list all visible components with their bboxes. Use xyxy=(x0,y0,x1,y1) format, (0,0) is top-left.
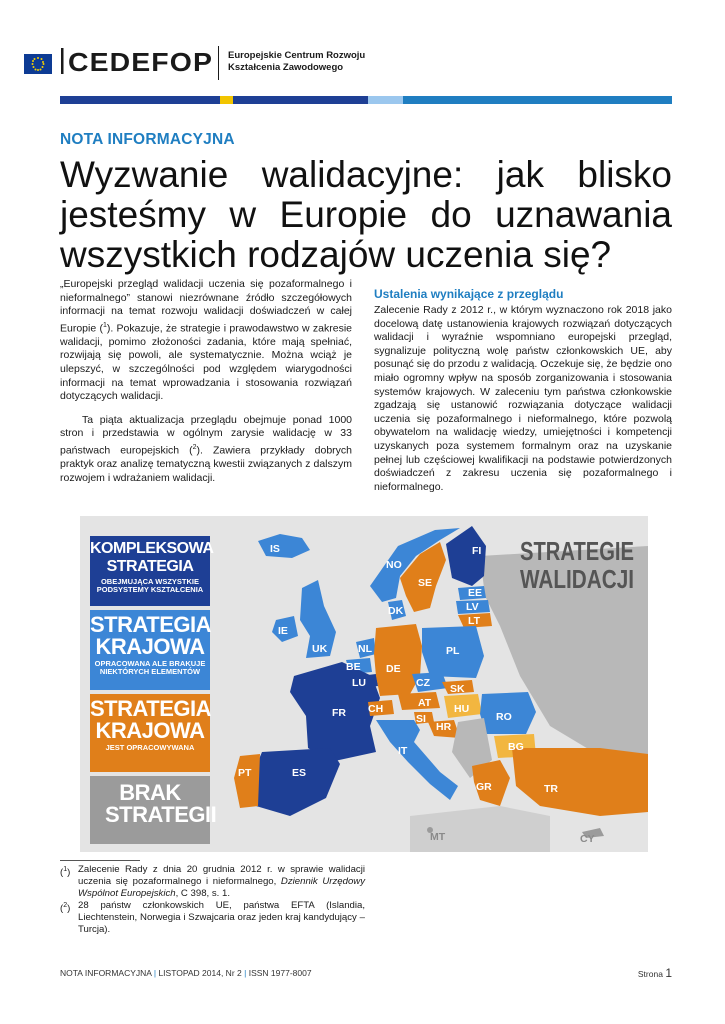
label-pt: PT xyxy=(238,767,252,779)
organisation-name xyxy=(228,50,365,74)
footnote-ref-2[interactable]: 2 xyxy=(192,444,197,452)
findings-paragraph: Zalecenie Rady z 2012 r., w którym wyznaczono rok 2018 jako docelową datę ustanowienia krajowych rozwiązań dotyczących walidacji i wyraźnie wspomniano europejski przegląd, sygnalizuje polityczną wolę państw członkowskich UE, aby posunąć się do przodu z walidacją. Oczekuje się, że będzie ono miało ogromny wpływ na sposób zorganizowania i stosowania systemów krajowych. W zaleceniu tym państwa członkowskie zgadzają się ustanowić rozwiązania dotyczące walidacji uczenia się pozaformalnego i nieformalnego, które pozwolą obywatelom na walidację wiedzy, umiejętności i kompetencji uzyskanych poza systemem formalnym oraz na uzyskanie pełnej lub częściowej kwalifikacji na podstawie potwierdzonych doświadczeń z zakresu uczenia się pozaformalnego i nieformalnego. xyxy=(374,304,672,493)
map-title-line-1: STRATEGIE xyxy=(520,536,634,566)
legend-national-incomplete-desc: OPRACOWANA ALE BRAKUJE NIEKTÓRYCH ELEMENTÓW xyxy=(94,659,206,676)
page-number-value: 1 xyxy=(665,966,672,980)
label-hu: HU xyxy=(454,703,470,715)
header-band-3 xyxy=(233,96,368,104)
page-label: Strona xyxy=(637,969,663,979)
validation-strategies-map xyxy=(80,516,648,852)
right-column xyxy=(374,304,672,494)
kicker-label: NOTA INFORMACYJNA xyxy=(60,131,235,148)
footnote-ref-1[interactable]: 1 xyxy=(102,321,107,329)
page-number xyxy=(638,966,672,980)
footnote-1: ($^1$) Zalecenie Rady z dnia 20 grudnia 2012 r. w sprawie walidacji uczenia się pozaformalnego i nieformalnego, Dziennik Urzędowy Wspólnot Europejskich, C 398, s. 1. xyxy=(60,864,366,899)
legend-no-strategy-title: BRAK STRATEGII xyxy=(105,780,217,827)
legend-comprehensive xyxy=(90,536,214,606)
label-tr: TR xyxy=(544,783,558,795)
label-uk: UK xyxy=(312,643,328,655)
eu-flag-icon xyxy=(24,54,52,74)
label-lt: LT xyxy=(468,615,481,627)
logo-text: CEDEFOP xyxy=(68,47,213,77)
footer-issn: ISSN 1977-8007 xyxy=(248,968,312,978)
label-mt: MT xyxy=(430,831,446,843)
label-es: ES xyxy=(292,767,307,779)
legend-national-developing-title: STRATEGIA KRAJOWA xyxy=(90,696,211,743)
label-hr: HR xyxy=(436,721,452,733)
label-is: IS xyxy=(270,543,280,555)
label-it: IT xyxy=(398,745,408,757)
page-footer: NOTA INFORMACYJNA | LISTOPAD 2014, Nr 2 | ISSN 1977-8007 xyxy=(60,968,312,978)
footnote-2: ($^2$) 28 państw członkowskich UE, państwa EFTA (Islandia, Liechtenstein, Norwegia i Szwajcaria oraz jeden kraj kandydujący – Turcja). xyxy=(60,900,365,935)
org-line-2: Kształcenia Zawodowego xyxy=(228,62,344,73)
label-be: BE xyxy=(346,661,361,673)
label-ie: IE xyxy=(278,625,288,637)
country-de xyxy=(374,624,422,696)
label-ch: CH xyxy=(368,703,384,715)
label-si: SI xyxy=(416,713,426,725)
label-ro: RO xyxy=(496,711,512,723)
legend-national-incomplete xyxy=(90,610,210,690)
left-column xyxy=(60,278,352,485)
intro-paragraph: „Europejski przegląd walidacji uczenia się pozaformalnego i nieformalnego” stanowi niezrównane źródło szczegółowych informacji na temat rozwoju walidacji doświadczeń w całej Europie ($^1$). Pokazuje, że strategie i prawodawstwo w zakresie walidacji, pomimo złożoności zadania, które mają spełniać, rozwijają się powoli, ale systematycznie. Można wciąż je ulepszyć, w szczególności pod względem wiarygodności informacji na temat wprowadzania i stosowania rozwiązań dotyczących walidacji. xyxy=(60,278,352,403)
label-lu: LU xyxy=(352,677,366,689)
label-fr: FR xyxy=(332,707,346,719)
legend-national-incomplete-title: STRATEGIA KRAJOWA xyxy=(90,612,211,659)
label-ee: EE xyxy=(468,587,483,599)
map-title-line-2: WALIDACJI xyxy=(520,564,634,594)
label-cy: CY xyxy=(580,833,595,845)
label-nl: NL xyxy=(358,643,372,655)
label-pl: PL xyxy=(446,645,460,657)
header-band-4 xyxy=(368,96,403,104)
label-de: DE xyxy=(386,663,401,675)
second-paragraph: Ta piąta aktualizacja przeglądu obejmuje ponad 1000 stron i przedstawia w ogólnym zarysie walidację w 33 państwach europejskich ($^2$). Zawiera przykłady dobrych praktyk oraz analizę tematyczną kwestii związanych z dalszym rozwojem i wdrażaniem walidacji. xyxy=(60,413,352,484)
header-divider xyxy=(218,46,219,80)
legend-national-developing-desc: JEST OPRACOWYWANA xyxy=(105,743,195,752)
label-lv: LV xyxy=(466,601,479,613)
header-band-1 xyxy=(60,96,220,104)
legend-no-strategy xyxy=(90,776,217,844)
footer-series: NOTA INFORMACYJNA xyxy=(60,968,152,978)
cedefop-logo xyxy=(60,46,215,76)
page-title: Wyzwanie walidacyjne: jak blisko jesteśmy w Europie do uznawania wszystkich rodzajów uczenia się? xyxy=(60,154,672,275)
legend-national-developing xyxy=(90,694,210,772)
header-band-5 xyxy=(403,96,672,104)
label-no: NO xyxy=(386,559,402,571)
label-bg: BG xyxy=(508,741,524,753)
label-se: SE xyxy=(418,577,433,589)
label-gr: GR xyxy=(476,781,492,793)
findings-heading: Ustalenia wynikające z przeglądu xyxy=(374,287,564,301)
label-fi: FI xyxy=(472,545,482,557)
header-band-2 xyxy=(220,96,233,104)
label-at: AT xyxy=(418,697,432,709)
org-line-1: Europejskie Centrum Rozwoju xyxy=(228,50,366,61)
label-dk: DK xyxy=(388,605,404,617)
legend-comprehensive-title: KOMPLEKSOWA STRATEGIA xyxy=(90,540,214,575)
legend-comprehensive-desc: OBEJMUJĄCA WSZYSTKIE PODSYSTEMY KSZTAŁCENIA xyxy=(96,577,204,594)
label-cz: CZ xyxy=(416,677,430,689)
footer-issue: LISTOPAD 2014, Nr 2 xyxy=(158,968,242,978)
label-sk: SK xyxy=(450,683,465,695)
footnote-rule xyxy=(60,860,140,861)
